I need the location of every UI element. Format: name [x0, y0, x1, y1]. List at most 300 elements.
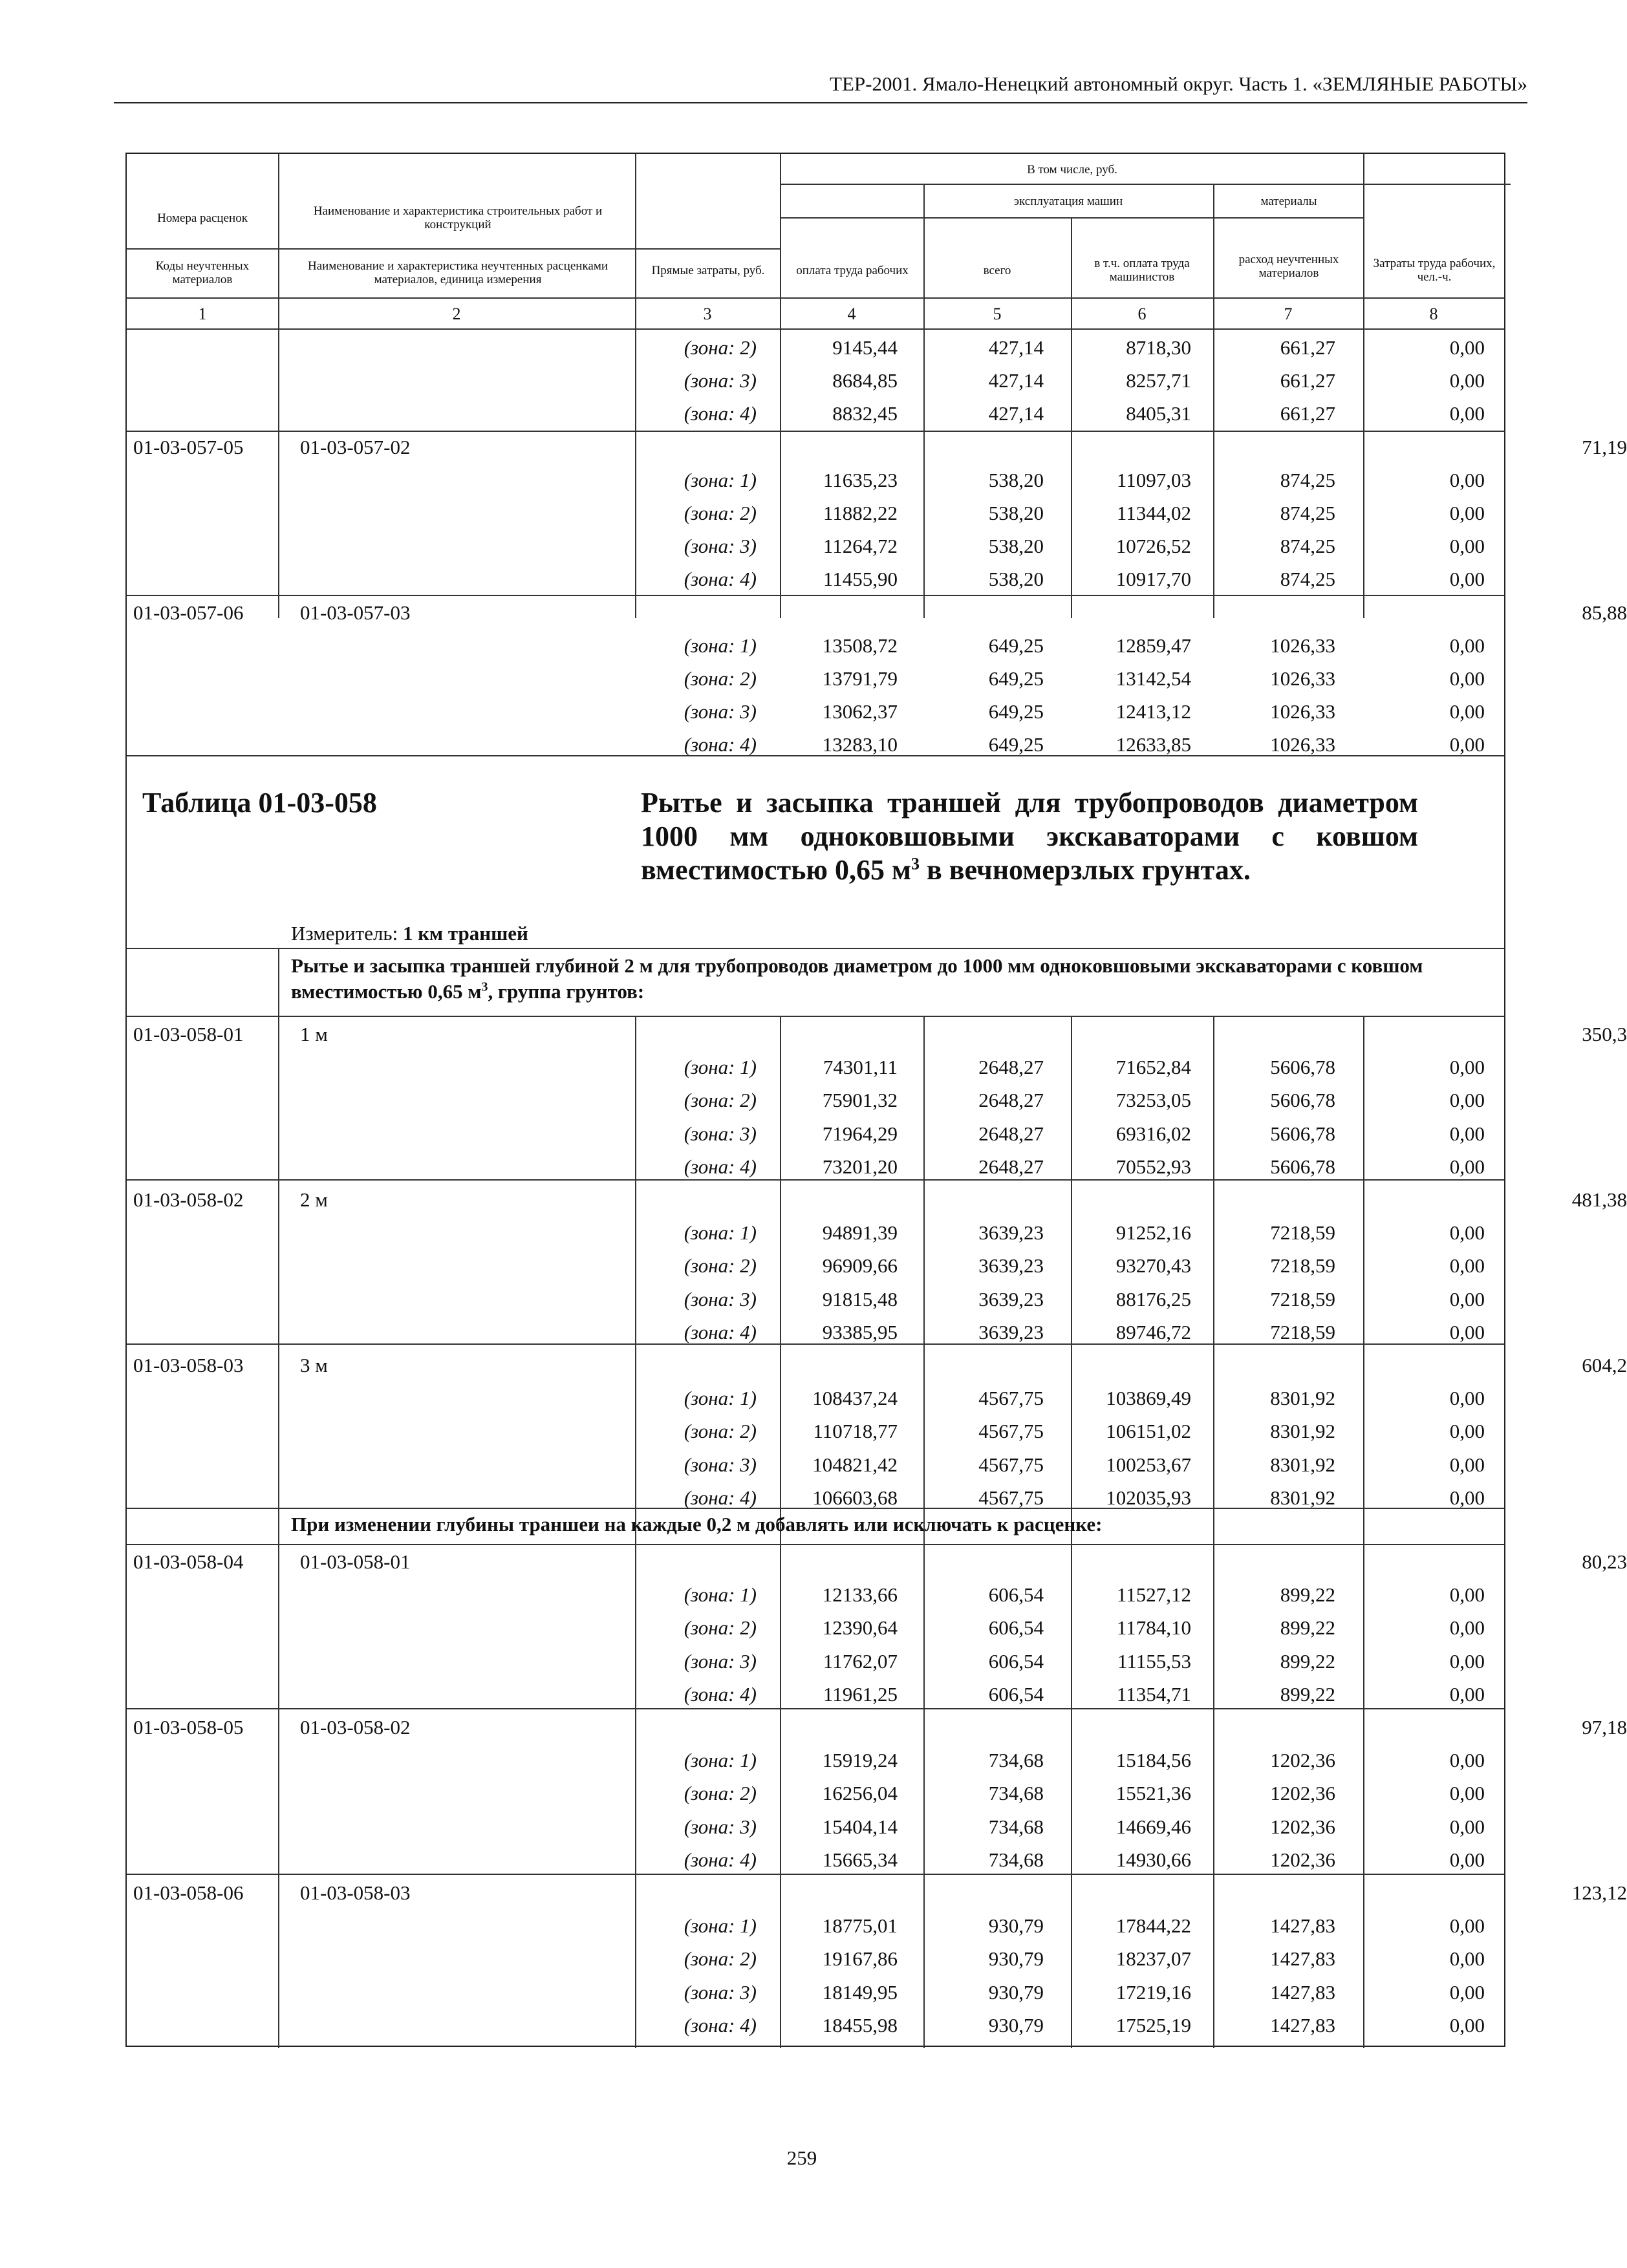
operator-pay-value: 1026,33 [1270, 700, 1335, 723]
machines-total-value: 103869,49 [1106, 1387, 1191, 1410]
operator-pay-value: 661,27 [1280, 402, 1335, 425]
labor-pay-value: 649,25 [988, 733, 1044, 756]
machines-total-value: 8405,31 [1126, 402, 1191, 425]
zone-label: (зона: 4) [684, 2013, 757, 2037]
direct-cost-value: 11455,90 [823, 568, 898, 591]
direct-cost-value: 18455,98 [822, 2013, 898, 2037]
labor-pay-value: 538,20 [988, 535, 1044, 558]
labor-pay-value: 3639,23 [978, 1287, 1044, 1311]
zone-row [127, 1084, 1504, 1117]
labor-hours-value: 350,3 [1582, 1023, 1627, 1045]
direct-cost-value: 13062,37 [822, 700, 898, 723]
column-number: 8 [1429, 304, 1438, 323]
direct-cost-value: 71964,29 [822, 1122, 898, 1145]
operator-pay-value: 1427,83 [1270, 2013, 1335, 2037]
zone-label: (зона: 1) [684, 1056, 757, 1079]
operator-pay-value: 8301,92 [1270, 1453, 1335, 1476]
machines-total-value: 11097,03 [1116, 468, 1191, 491]
zone-row [127, 331, 1504, 364]
header-machines: эксплуатация машин [1013, 194, 1123, 208]
machines-total-value: 12633,85 [1115, 733, 1191, 756]
rate-code: 01-03-058-06 [133, 1881, 244, 1904]
zone-label: (зона: 2) [684, 336, 757, 359]
machines-total-value: 91252,16 [1115, 1221, 1191, 1245]
rate-row [127, 1018, 1627, 1051]
direct-cost-value: 13283,10 [822, 733, 898, 756]
table-description-sup: 3 [910, 854, 920, 873]
machines-total-value: 70552,93 [1115, 1155, 1191, 1178]
labor-hours-value: 85,88 [1582, 601, 1627, 624]
table-description-end: в вечномерзлых грунтах. [919, 854, 1251, 886]
materials-value: 0,00 [1449, 1914, 1485, 1938]
zone-label: (зона: 3) [684, 1287, 757, 1311]
zone-row [127, 1216, 1504, 1249]
zone-label: (зона: 1) [684, 1583, 757, 1607]
labor-pay-value: 538,20 [988, 502, 1044, 524]
operator-pay-value: 5606,78 [1270, 1122, 1335, 1145]
zone-row [127, 662, 1504, 695]
materials-value: 0,00 [1449, 1649, 1485, 1673]
operator-pay-value: 899,22 [1280, 1616, 1335, 1640]
materials-value: 0,00 [1449, 1947, 1485, 1971]
machines-total-value: 93270,43 [1115, 1254, 1191, 1278]
labor-pay-value: 734,68 [988, 1848, 1044, 1871]
materials-value: 0,00 [1449, 2013, 1485, 2037]
zone-row [127, 1777, 1504, 1810]
zone-row [127, 1744, 1504, 1777]
labor-hours-value: 481,38 [1571, 1188, 1627, 1211]
zone-row [127, 1942, 1504, 1975]
labor-pay-value: 4567,75 [978, 1486, 1044, 1509]
materials-value: 0,00 [1449, 568, 1485, 591]
zone-row [127, 1909, 1504, 1942]
machines-total-value: 12859,47 [1115, 634, 1191, 657]
operator-pay-value: 1202,36 [1270, 1815, 1335, 1838]
zone-label: (зона: 2) [684, 1782, 757, 1805]
machines-total-value: 71652,84 [1115, 1056, 1191, 1079]
labor-pay-value: 734,68 [988, 1749, 1044, 1772]
labor-pay-value: 606,54 [988, 1682, 1044, 1706]
column-number: 2 [452, 304, 461, 323]
section-heading-end: , группа грунтов: [488, 980, 645, 1003]
rate-code: 01-03-058-03 [133, 1354, 244, 1376]
zone-label: (зона: 3) [684, 1980, 757, 2004]
zone-label: (зона: 2) [684, 1616, 757, 1640]
operator-pay-value: 899,22 [1280, 1649, 1335, 1673]
direct-cost-value: 12133,66 [822, 1583, 898, 1607]
operator-pay-value: 7218,59 [1270, 1287, 1335, 1311]
header-labor-hours: Затраты труда рабочих, чел.-ч. [1373, 257, 1496, 284]
zone-row [127, 1382, 1504, 1415]
zone-row [127, 530, 1504, 562]
machines-total-value: 17525,19 [1115, 2013, 1191, 2037]
materials-value: 0,00 [1449, 1682, 1485, 1706]
materials-value: 0,00 [1449, 468, 1485, 491]
materials-value: 0,00 [1449, 1583, 1485, 1607]
header-operator-pay: в т.ч. оплата труда машинистов [1094, 257, 1190, 284]
direct-cost-value: 13791,79 [822, 667, 898, 690]
materials-value: 0,00 [1449, 667, 1485, 690]
table-description [641, 786, 1418, 887]
header-direct-costs: Прямые затраты, руб. [651, 263, 765, 277]
machines-total-value: 8257,71 [1126, 369, 1191, 392]
column-number: 4 [847, 304, 856, 323]
rate-row [127, 1876, 1627, 1909]
zone-row [127, 1283, 1504, 1316]
zone-label: (зона: 3) [684, 369, 757, 392]
machines-total-value: 102035,93 [1106, 1486, 1191, 1509]
machines-total-value: 17219,16 [1115, 1980, 1191, 2004]
zone-label: (зона: 1) [684, 1749, 757, 1772]
operator-pay-value: 1427,83 [1270, 1914, 1335, 1938]
labor-pay-value: 606,54 [988, 1583, 1044, 1607]
operator-pay-value: 1427,83 [1270, 1980, 1335, 2004]
labor-pay-value: 4567,75 [978, 1420, 1044, 1443]
machines-total-value: 100253,67 [1106, 1453, 1191, 1476]
materials-value: 0,00 [1449, 1486, 1485, 1509]
direct-cost-value: 8684,85 [832, 369, 898, 392]
labor-pay-value: 538,20 [988, 468, 1044, 491]
zone-label: (зона: 4) [684, 1848, 757, 1871]
zone-row [127, 1678, 1504, 1711]
machines-total-value: 11527,12 [1116, 1583, 1191, 1607]
materials-value: 0,00 [1449, 1320, 1485, 1343]
zone-row [127, 397, 1504, 430]
operator-pay-value: 661,27 [1280, 336, 1335, 359]
materials-value: 0,00 [1449, 1815, 1485, 1838]
direct-cost-value: 75901,32 [822, 1089, 898, 1112]
labor-pay-value: 930,79 [988, 2013, 1044, 2037]
labor-pay-value: 649,25 [988, 667, 1044, 690]
zone-label: (зона: 3) [684, 700, 757, 723]
direct-cost-value: 9145,44 [832, 336, 898, 359]
price-table [125, 153, 1627, 2047]
machines-total-value: 89746,72 [1115, 1320, 1191, 1343]
direct-cost-value: 93385,95 [822, 1320, 898, 1343]
direct-cost-value: 13508,72 [822, 634, 898, 657]
column-number: 5 [993, 304, 1002, 323]
materials-value: 0,00 [1449, 634, 1485, 657]
machines-total-value: 14669,46 [1115, 1815, 1191, 1838]
section-heading-text: Рытье и засыпка траншей глубиной 2 м для трубопроводов диаметром до 1000 мм одноковшовыми экскаваторами с ковшом вместимостью 0,65 м [291, 954, 1423, 1003]
direct-cost-value: 15665,34 [822, 1848, 898, 1871]
operator-pay-value: 7218,59 [1270, 1221, 1335, 1245]
direct-cost-value: 108437,24 [812, 1387, 898, 1410]
machines-total-value: 8718,30 [1126, 336, 1191, 359]
labor-pay-value: 3639,23 [978, 1254, 1044, 1278]
machines-total-value: 69316,02 [1115, 1122, 1191, 1145]
labor-pay-value: 538,20 [988, 568, 1044, 591]
materials-value: 0,00 [1449, 1782, 1485, 1805]
operator-pay-value: 1202,36 [1270, 1749, 1335, 1772]
zone-row [127, 2009, 1504, 2042]
labor-pay-value: 930,79 [988, 1980, 1044, 2004]
measure-label: Измеритель: [291, 922, 403, 945]
rate-code: 01-03-057-06 [133, 601, 244, 624]
running-header-text: ТЕР-2001. Ямало-Ненецкий автономный округ. Часть 1. «ЗЕМЛЯНЫЕ РАБОТЫ» [830, 72, 1527, 95]
zone-row [127, 1117, 1504, 1150]
zone-label: (зона: 2) [684, 1947, 757, 1971]
labor-pay-value: 427,14 [988, 336, 1044, 359]
direct-cost-value: 96909,66 [822, 1254, 898, 1278]
direct-cost-value: 8832,45 [832, 402, 898, 425]
operator-pay-value: 1026,33 [1270, 667, 1335, 690]
materials-value: 0,00 [1449, 1453, 1485, 1476]
labor-pay-value: 3639,23 [978, 1221, 1044, 1245]
materials-value: 0,00 [1449, 369, 1485, 392]
zone-row [127, 1249, 1504, 1282]
labor-pay-value: 2648,27 [978, 1155, 1044, 1178]
zone-label: (зона: 3) [684, 1815, 757, 1838]
labor-pay-value: 2648,27 [978, 1089, 1044, 1112]
direct-cost-value: 74301,11 [823, 1056, 898, 1079]
machines-total-value: 10726,52 [1115, 535, 1191, 558]
header-material-code: Коды неучтенных материалов [155, 259, 250, 286]
header-machines-total: всего [983, 263, 1011, 277]
labor-pay-value: 606,54 [988, 1616, 1044, 1640]
labor-pay-value: 649,25 [988, 634, 1044, 657]
direct-cost-value: 15919,24 [822, 1749, 898, 1772]
zone-label: (зона: 4) [684, 733, 757, 756]
labor-hours-value: 604,2 [1582, 1354, 1627, 1376]
running-header [114, 71, 1527, 103]
zone-label: (зона: 1) [684, 634, 757, 657]
materials-value: 0,00 [1449, 1254, 1485, 1278]
rate-row [127, 431, 1627, 464]
operator-pay-value: 661,27 [1280, 369, 1335, 392]
zone-row [127, 464, 1504, 497]
operator-pay-value: 874,25 [1280, 535, 1335, 558]
rate-name: 01-03-058-02 [300, 1716, 411, 1738]
labor-pay-value: 734,68 [988, 1815, 1044, 1838]
operator-pay-value: 1427,83 [1270, 1947, 1335, 1971]
zone-label: (зона: 1) [684, 1221, 757, 1245]
zone-label: (зона: 2) [684, 667, 757, 690]
header-labor-pay: оплата труда рабочих [796, 263, 909, 277]
machines-total-value: 17844,22 [1115, 1914, 1191, 1938]
zone-label: (зона: 4) [684, 568, 757, 591]
machines-total-value: 11344,02 [1116, 502, 1191, 524]
direct-cost-value: 11961,25 [823, 1682, 898, 1706]
zone-row [127, 1843, 1504, 1876]
section-heading-depth: При изменении глубины траншеи на каждые 0,2 м добавлять или исключать к расценке: [291, 1513, 1103, 1535]
zone-label: (зона: 3) [684, 1122, 757, 1145]
zone-label: (зона: 2) [684, 1089, 757, 1112]
zone-label: (зона: 2) [684, 1420, 757, 1443]
operator-pay-value: 1202,36 [1270, 1782, 1335, 1805]
materials-value: 0,00 [1449, 700, 1485, 723]
direct-cost-value: 19167,86 [822, 1947, 898, 1971]
direct-cost-value: 104821,42 [812, 1453, 898, 1476]
labor-pay-value: 4567,75 [978, 1387, 1044, 1410]
rate-row [127, 1349, 1627, 1382]
table-description-text: Рытье и засыпка траншей для трубопроводов диаметром 1000 мм одноковшовыми экскаваторами с ковшом вместимостью 0,65 м [641, 787, 1418, 886]
materials-value: 0,00 [1449, 1616, 1485, 1640]
zone-label: (зона: 1) [684, 1387, 757, 1410]
machines-total-value: 13142,54 [1115, 667, 1191, 690]
header-work-name: Наименование и характеристика строительных работ и конструкций [313, 204, 603, 231]
measure-unit [291, 921, 528, 947]
zone-label: (зона: 3) [684, 535, 757, 558]
labor-pay-value: 2648,27 [978, 1056, 1044, 1079]
zone-row [127, 1448, 1504, 1481]
direct-cost-value: 73201,20 [822, 1155, 898, 1178]
direct-cost-value: 11635,23 [823, 468, 898, 491]
zone-row [127, 1810, 1504, 1843]
zone-label: (зона: 4) [684, 1320, 757, 1343]
operator-pay-value: 874,25 [1280, 468, 1335, 491]
labor-pay-value: 2648,27 [978, 1122, 1044, 1145]
operator-pay-value: 1026,33 [1270, 733, 1335, 756]
zone-row [127, 695, 1504, 728]
rate-name: 1 м [300, 1023, 328, 1045]
header-rate-number: Номера расценок [157, 211, 248, 225]
materials-value: 0,00 [1449, 502, 1485, 524]
operator-pay-value: 1026,33 [1270, 634, 1335, 657]
rate-code: 01-03-058-04 [133, 1550, 244, 1573]
machines-total-value: 15184,56 [1115, 1749, 1191, 1772]
operator-pay-value: 874,25 [1280, 502, 1335, 524]
zone-label: (зона: 4) [684, 1682, 757, 1706]
operator-pay-value: 1202,36 [1270, 1848, 1335, 1871]
labor-pay-value: 606,54 [988, 1649, 1044, 1673]
zone-row [127, 497, 1504, 530]
machines-total-value: 12413,12 [1115, 700, 1191, 723]
zone-row [127, 1481, 1504, 1514]
materials-value: 0,00 [1449, 1420, 1485, 1443]
materials-value: 0,00 [1449, 535, 1485, 558]
labor-pay-value: 4567,75 [978, 1453, 1044, 1476]
operator-pay-value: 5606,78 [1270, 1155, 1335, 1178]
zone-row [127, 1578, 1504, 1611]
table-number: Таблица 01-03-058 [142, 787, 377, 818]
machines-total-value: 11784,10 [1116, 1616, 1191, 1640]
machines-total-value: 15521,36 [1115, 1782, 1191, 1805]
materials-value: 0,00 [1449, 1155, 1485, 1178]
rate-name: 01-03-058-03 [300, 1881, 411, 1904]
machines-total-value: 10917,70 [1115, 568, 1191, 591]
labor-hours-value: 71,19 [1582, 435, 1627, 458]
zone-row [127, 1316, 1504, 1349]
column-number: 1 [198, 304, 207, 323]
zone-row [127, 728, 1504, 761]
rate-name: 01-03-057-02 [300, 435, 411, 458]
materials-value: 0,00 [1449, 1848, 1485, 1871]
zone-label: (зона: 1) [684, 1914, 757, 1938]
column-number: 3 [703, 304, 712, 323]
zone-row [127, 364, 1504, 397]
direct-cost-value: 15404,14 [822, 1815, 898, 1838]
operator-pay-value: 7218,59 [1270, 1320, 1335, 1343]
zone-row [127, 1150, 1504, 1183]
labor-pay-value: 427,14 [988, 402, 1044, 425]
header-unaccounted-materials: расход неучтенных материалов [1238, 253, 1339, 280]
operator-pay-value: 899,22 [1280, 1583, 1335, 1607]
header-material-name: Наименование и характеристика неучтенных расценками материалов, единица измерения [307, 259, 609, 286]
rate-code: 01-03-057-05 [133, 435, 244, 458]
page-number: 259 [786, 2146, 817, 2169]
labor-hours-value: 80,23 [1582, 1550, 1627, 1573]
materials-value: 0,00 [1449, 733, 1485, 756]
zone-label: (зона: 3) [684, 1649, 757, 1673]
rate-code: 01-03-058-05 [133, 1716, 244, 1738]
header-materials: материалы [1260, 194, 1317, 208]
machines-total-value: 11354,71 [1116, 1682, 1191, 1706]
labor-pay-value: 427,14 [988, 369, 1044, 392]
labor-pay-value: 930,79 [988, 1947, 1044, 1971]
materials-value: 0,00 [1449, 1387, 1485, 1410]
zone-label: (зона: 1) [684, 468, 757, 491]
materials-value: 0,00 [1449, 1980, 1485, 2004]
zone-label: (зона: 2) [684, 1254, 757, 1278]
rate-code: 01-03-058-01 [133, 1023, 244, 1045]
machines-total-value: 73253,05 [1115, 1089, 1191, 1112]
operator-pay-value: 899,22 [1280, 1682, 1335, 1706]
materials-value: 0,00 [1449, 1122, 1485, 1145]
column-number: 6 [1137, 304, 1147, 323]
zone-row [127, 1976, 1504, 2009]
direct-cost-value: 16256,04 [822, 1782, 898, 1805]
rate-name: 01-03-057-03 [300, 601, 411, 624]
measure-value: 1 км траншей [402, 922, 528, 945]
section-heading-sup: 3 [481, 979, 488, 994]
direct-cost-value: 11882,22 [823, 502, 898, 524]
materials-value: 0,00 [1449, 402, 1485, 425]
zone-row [127, 562, 1504, 595]
direct-cost-value: 106603,68 [812, 1486, 898, 1509]
direct-cost-value: 18775,01 [822, 1914, 898, 1938]
rate-row [127, 1545, 1627, 1578]
zone-label: (зона: 4) [684, 1486, 757, 1509]
zone-row [127, 629, 1504, 662]
direct-cost-value: 18149,95 [822, 1980, 898, 2004]
zone-label: (зона: 3) [684, 1453, 757, 1476]
direct-cost-value: 11762,07 [823, 1649, 898, 1673]
rate-row [127, 596, 1627, 629]
header-including: В том числе, руб. [1027, 162, 1117, 177]
labor-pay-value: 930,79 [988, 1914, 1044, 1938]
machines-total-value: 14930,66 [1115, 1848, 1191, 1871]
zone-row [127, 1645, 1504, 1678]
labor-hours-value: 123,12 [1571, 1881, 1627, 1904]
direct-cost-value: 91815,48 [822, 1287, 898, 1311]
rate-name: 01-03-058-01 [300, 1550, 411, 1573]
labor-hours-value: 97,18 [1582, 1716, 1627, 1738]
zone-label: (зона: 4) [684, 1155, 757, 1178]
machines-total-value: 18237,07 [1115, 1947, 1191, 1971]
direct-cost-value: 11264,72 [823, 535, 898, 558]
operator-pay-value: 8301,92 [1270, 1420, 1335, 1443]
direct-cost-value: 12390,64 [822, 1616, 898, 1640]
zone-label: (зона: 4) [684, 402, 757, 425]
labor-pay-value: 3639,23 [978, 1320, 1044, 1343]
column-number: 7 [1284, 304, 1293, 323]
operator-pay-value: 8301,92 [1270, 1486, 1335, 1509]
operator-pay-value: 874,25 [1280, 568, 1335, 591]
zone-row [127, 1051, 1504, 1084]
materials-value: 0,00 [1449, 336, 1485, 359]
operator-pay-value: 8301,92 [1270, 1387, 1335, 1410]
section-heading [291, 953, 1494, 1005]
labor-pay-value: 649,25 [988, 700, 1044, 723]
materials-value: 0,00 [1449, 1056, 1485, 1079]
materials-value: 0,00 [1449, 1287, 1485, 1311]
operator-pay-value: 7218,59 [1270, 1254, 1335, 1278]
operator-pay-value: 5606,78 [1270, 1056, 1335, 1079]
zone-row [127, 1415, 1504, 1448]
machines-total-value: 88176,25 [1115, 1287, 1191, 1311]
rate-row [127, 1183, 1627, 1216]
